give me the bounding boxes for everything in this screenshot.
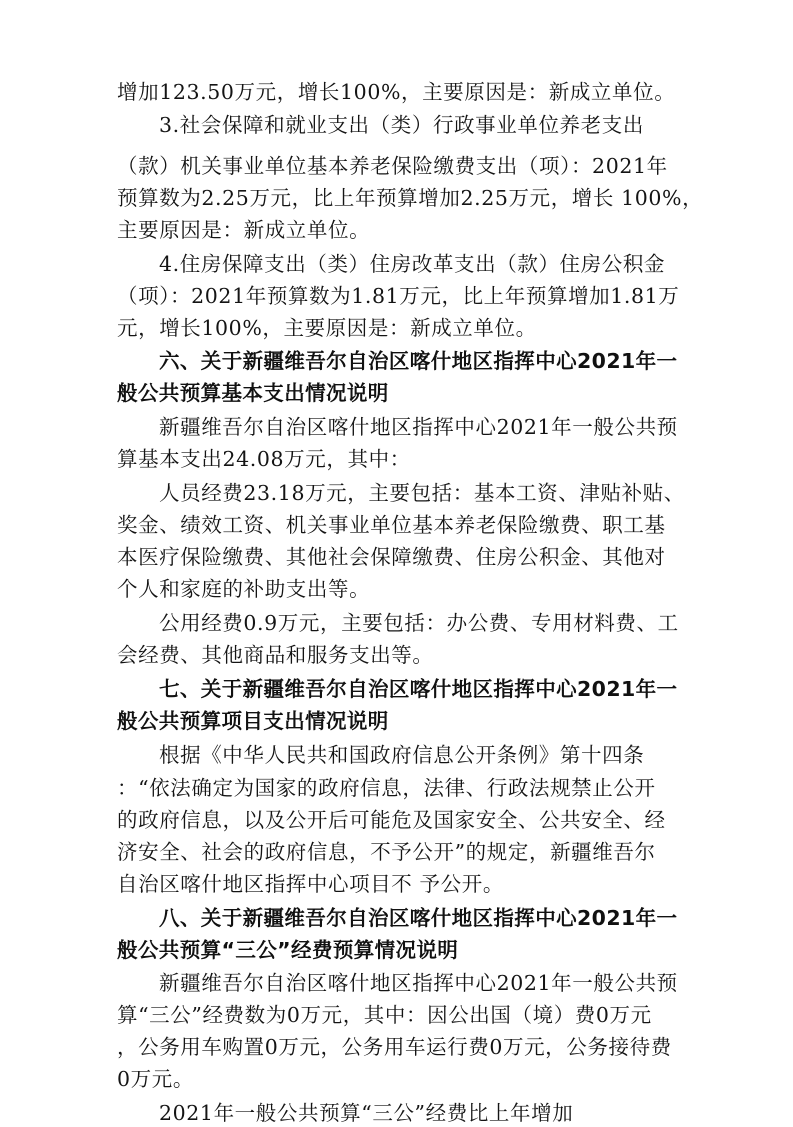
body-line: 自治区喀什地区指挥中心项目不 予公开。 (117, 872, 504, 896)
body-line: （款）机关事业单位基本养老保险缴费支出（项）：2021年 (117, 154, 668, 178)
body-line: 济安全、社会的政府信息，不予公开”的规定，新疆维吾尔 (117, 840, 656, 864)
section-heading: 般公共预算“三公”经费预算情况说明 (117, 938, 459, 962)
body-line: 奖金、绩效工资、机关事业单位基本养老保险缴费、职工基 (117, 513, 666, 537)
body-line: 本医疗保险缴费、其他社会保障缴费、住房公积金、其他对 (117, 545, 666, 569)
body-line: 3.社会保障和就业支出（类）行政事业单位养老支出 (159, 113, 644, 137)
body-line: 主要原因是：新成立单位。 (117, 218, 371, 242)
body-line: 人员经费23.18万元，主要包括：基本工资、津贴补贴、 (159, 481, 685, 505)
body-line: 4.住房保障支出（类）住房改革支出（款）住房公积金 (159, 252, 666, 276)
body-line: 0万元。 (117, 1067, 194, 1091)
body-line: 的政府信息，以及公开后可能危及国家安全、公共安全、经 (117, 808, 666, 832)
body-line: 个人和家庭的补助支出等。 (117, 577, 371, 601)
section-heading: 般公共预算基本支出情况说明 (117, 381, 389, 405)
body-line: ，公务用车购置0万元，公务用车运行费0万元，公务接待费 (117, 1035, 672, 1059)
body-line: 公用经费0.9万元，主要包括：办公费、专用材料费、工 (159, 611, 679, 635)
body-line: 元，增长100%，主要原因是：新成立单位。 (117, 316, 537, 340)
body-line: 根据《中华人民共和国政府信息公开条例》第十四条 (159, 743, 645, 767)
body-line: 新疆维吾尔自治区喀什地区指挥中心2021年一般公共预 (159, 415, 678, 439)
body-line: 算“三公”经费数为0万元，其中：因公出国（境）费0万元 (117, 1003, 652, 1027)
body-line: ：“依法确定为国家的政府信息，法律、行政法规禁止公开 (117, 776, 656, 800)
section-heading: 八、关于新疆维吾尔自治区喀什地区指挥中心2021年一 (159, 906, 678, 930)
body-line: 预算数为2.25万元，比上年预算增加2.25万元，增长 100%， (117, 186, 704, 210)
section-heading: 六、关于新疆维吾尔自治区喀什地区指挥中心2021年一 (159, 349, 678, 373)
section-heading: 七、关于新疆维吾尔自治区喀什地区指挥中心2021年一 (159, 677, 678, 701)
body-line: 算基本支出24.08万元，其中： (117, 447, 411, 471)
body-line: 增加123.50万元，增长100%，主要原因是：新成立单位。 (117, 80, 676, 104)
body-line: 会经费、其他商品和服务支出等。 (117, 643, 434, 667)
section-heading: 般公共预算项目支出情况说明 (117, 709, 389, 733)
body-line: 新疆维吾尔自治区喀什地区指挥中心2021年一般公共预 (159, 971, 678, 995)
body-line: 2021年一般公共预算“三公”经费比上年增加 (159, 1101, 574, 1125)
body-line: （项）：2021年预算数为1.81万元，比上年预算增加1.81万 (117, 284, 680, 308)
